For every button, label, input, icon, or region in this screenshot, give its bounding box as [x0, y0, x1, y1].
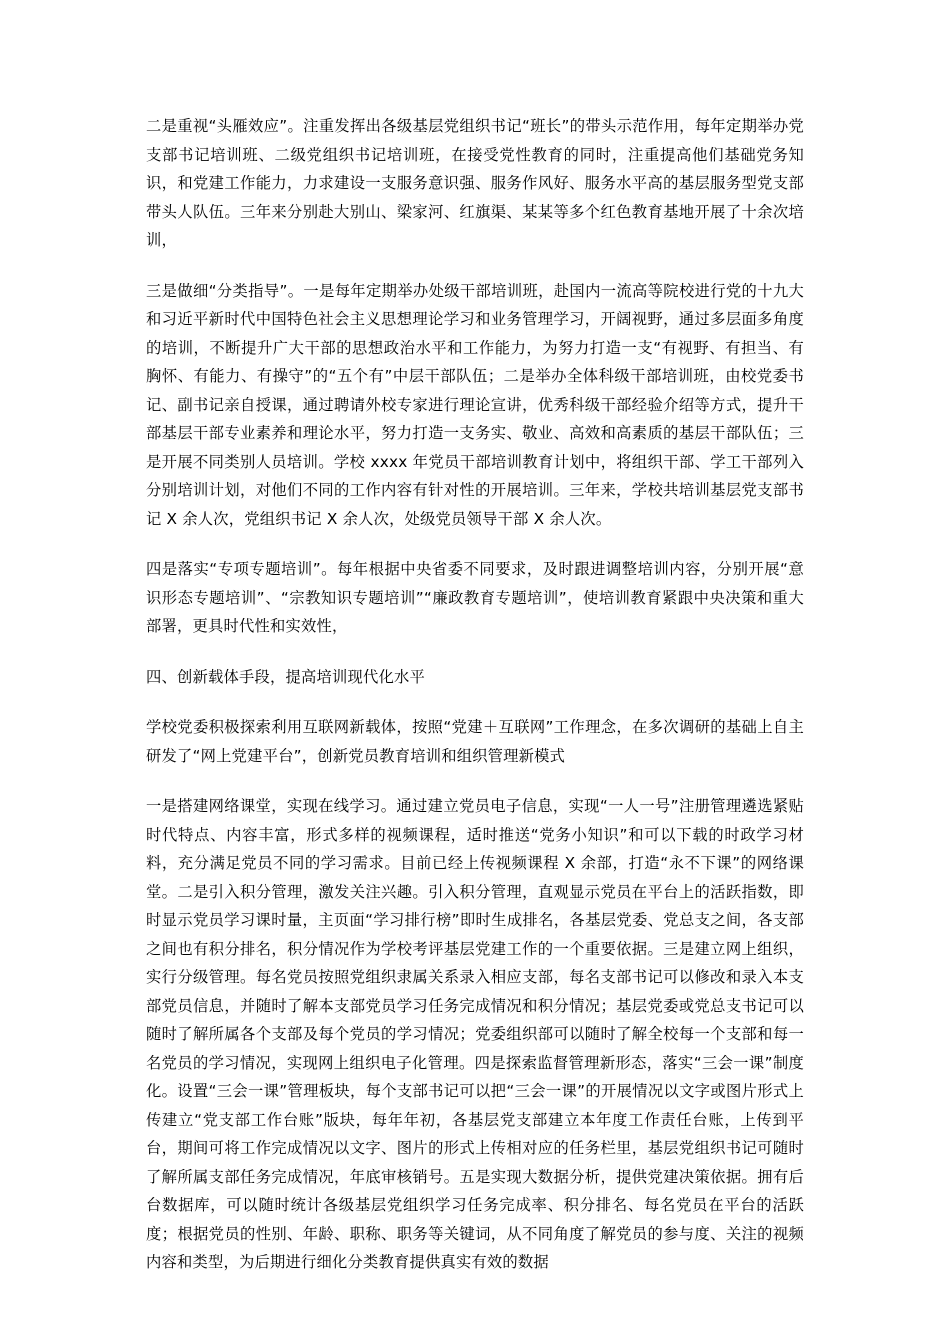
paragraph-online-classroom: 一是搭建网络课堂，实现在线学习。通过建立党员电子信息，实现“一人一号”注册管理遴选紧贴时代特点、内容丰富，形式多样的视频课程，适时推送“党务小知识”和可以下载的时政学习材料，充分满足党员不同的学习需求。目前已经上传视频课程 X 余部，打造“永不下课”的网络课堂。二是引入积分管理，激发关注兴趣。引入积分管理，直观显示党员在平台上的活跃指数，即时显示党员学习课时量，主页面“学习排行榜”即时生成排名，各基层党委、党总支之间，各支部之间也有积分排名，积分情况作为学校考评基层党建工作的一个重要依据。三是建立网上组织，实行分级管理。每名党员按照党组织隶属关系录入相应支部，每名支部书记可以修改和录入本支部党员信息，并随时了解本支部党员学习任务完成情况和积分情况；基层党委或党总支书记可以随时了解所属各个支部及每个党员的学习情况；党委组织部可以随时了解全校每一个支部和每一名党员的学习情况，实现网上组织电子化管理。四是探索监督管理新形态，落实“三会一课”制度化。设置“三会一课”管理板块，每个支部书记可以把“三会一课”的开展情况以文字或图片形式上传建立“党支部工作台账”版块，每年年初，各基层党支部建立本年度工作责任台账，上传到平台，期间可将工作完成情况以文字、图片的形式上传相对应的任务栏里，基层党组织书记可随时了解所属支部任务完成情况，年底审核销号。五是实现大数据分析，提供党建决策依据。拥有后台数据库，可以随时统计各级基层党组织学习任务完成率、积分排名、每名党员在平台的活跃度；根据党员的性别、年龄、职称、职务等关键词，从不同角度了解党员的参与度、关注的视频内容和类型，为后期进行细化分类教育提供真实有效的数据: [146, 797, 804, 1271]
document-body: [146, 112, 804, 1277]
section-heading-innovate-carrier: 四、创新载体手段，提高培训现代化水平: [146, 667, 425, 686]
paragraph-special-topic-training: 四是落实“专项专题培训”。每年根据中央省委不同要求，及时跟进调整培训内容，分别开展“意识形态专题培训”、“宗教知识专题培训”“廉政教育专题培训”，使培训教育紧跟中央决策和重大部署，更具时代性和实效性，: [146, 560, 804, 635]
paragraph-internet-platform: 学校党委积极探索利用互联网新载体，按照“党建＋互联网”工作理念，在多次调研的基础上自主研发了“网上党建平台”，创新党员教育培训和组织管理新模式: [146, 718, 804, 765]
paragraph-classified-guidance: 三是做细“分类指导”。一是每年定期举办处级干部培训班，赴国内一流高等院校进行党的十九大和习近平新时代中国特色社会主义思想理论学习和业务管理学习，开阔视野，通过多层面多角度的培训，不断提升广大干部的思想政治水平和工作能力，为努力打造一支“有视野、有担当、有胸怀、有能力、有操守”的“五个有”中层干部队伍；二是举办全体科级干部培训班，由校党委书记、副书记亲自授课，通过聘请外校专家进行理论宣讲，优秀科级干部经验介绍等方式，提升干部基层干部专业素养和理论水平，努力打造一支务实、敬业、高效和高素质的基层干部队伍；三是开展不同类别人员培训。学校 xxxx 年党员干部培训教育计划中，将组织干部、学工干部列入分别培训计划，对他们不同的工作内容有针对性的开展培训。三年来，学校共培训基层党支部书记 X 余人次，党组织书记 X 余人次，处级党员领导干部 X 余人次。: [146, 281, 804, 528]
paragraph-head-goose-effect: 二是重视“头雁效应”。注重发挥出各级基层党组织书记“班长”的带头示范作用，每年定期举办党支部书记培训班、二级党组织书记培训班，在接受党性教育的同时，注重提高他们基础党务知识，和党建工作能力，力求建设一支服务意识强、服务作风好、服务水平高的基层服务型党支部带头人队伍。三年来分别赴大别山、梁家河、红旗渠、某某等多个红色教育基地开展了十余次培训，: [146, 117, 804, 249]
